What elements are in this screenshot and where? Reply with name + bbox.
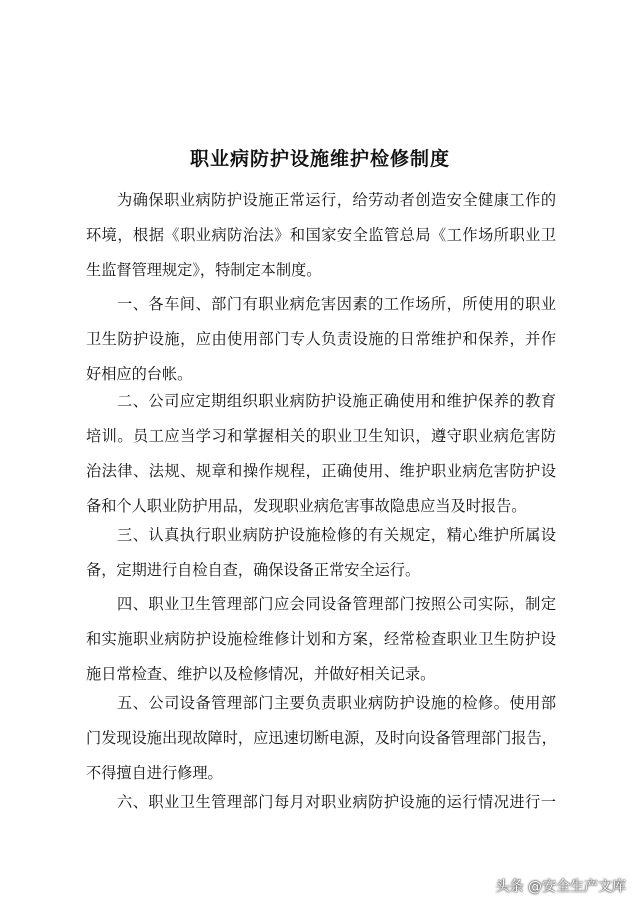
text-line: 六、职业卫生管理部门每月对职业病防护设施的运行情况进行一 [117, 793, 556, 811]
text-line: 治法律、法规、规章和操作规程，正确使用、维护职业病危害防护设 [86, 462, 556, 480]
text-line: 五、公司设备管理部门主要负责职业病防护设施的检修。使用部 [117, 694, 556, 712]
paragraph-6 [86, 785, 556, 820]
text-line: 施日常检查、维护以及检修情况，并做好相关记录。 [86, 665, 436, 683]
text-line: 四、职业卫生管理部门应会同设备管理部门按照公司实际，制定 [117, 595, 556, 613]
text-line: 和实施职业病防护设施检维修计划和方案，经常检查职业卫生防护设 [86, 630, 556, 648]
text-line: 备和个人职业防护用品，发现职业病危害事故隐患应当及时报告。 [86, 497, 527, 515]
paragraph-3 [86, 518, 556, 588]
text-line: 二、公司应定期组织职业病防护设施正确使用和维护保养的教育 [117, 392, 556, 410]
text-line: 门发现设施出现故障时，应迅速切断电源，及时向设备管理部门报告， [86, 729, 557, 747]
text-line: 卫生防护设施，应由使用部门专人负责设施的日常维护和保养，并作 [86, 330, 556, 348]
text-line: 为确保职业病防护设施正常运行，给劳动者创造安全健康工作的 [117, 191, 556, 209]
paragraph-intro [86, 183, 556, 288]
text-line: 好相应的台帐。 [86, 365, 193, 383]
text-line: 环境，根据《职业病防治法》和国家安全监管总局《工作场所职业卫 [86, 226, 556, 244]
text-line: 备，定期进行自检自查，确保设备正常安全运行。 [86, 561, 421, 579]
text-line: 不得擅自进行修理。 [86, 764, 223, 782]
text-line: 生监督管理规定》，特制定本制度。 [86, 261, 322, 279]
text-line: 一、各车间、部门有职业病危害因素的工作场所，所使用的职业 [117, 295, 556, 313]
source-watermark: 头条 @安全生产文库 [495, 879, 626, 895]
document-title: 职业病防护设施维护检修制度 [189, 148, 450, 170]
paragraph-5 [86, 686, 556, 791]
paragraph-4 [86, 587, 556, 692]
text-line: 培训。员工应当学习和掌握相关的职业卫生知识，遵守职业病危害防 [86, 427, 556, 445]
paragraph-1 [86, 287, 556, 392]
paragraph-2 [86, 384, 556, 524]
text-line: 三、认真执行职业病防护设施检修的有关规定，精心维护所属设 [117, 526, 556, 544]
